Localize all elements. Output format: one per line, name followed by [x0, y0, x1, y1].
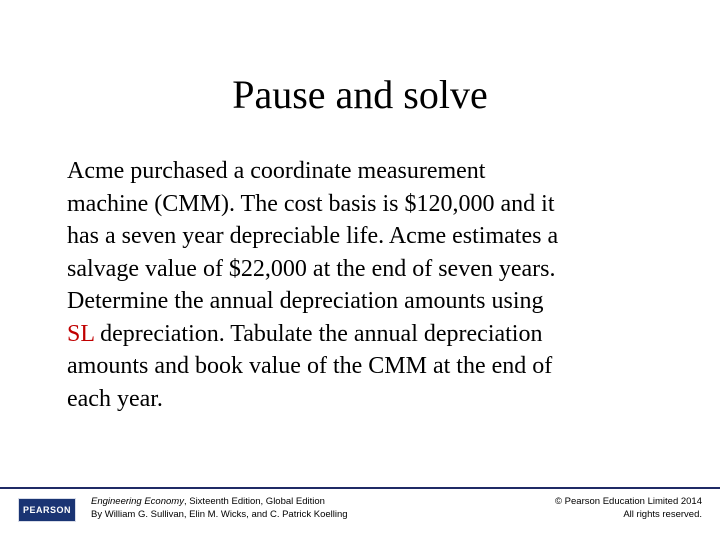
footer-authors: By William G. Sullivan, Elin M. Wicks, and C. Patrick Koelling — [91, 509, 348, 520]
footer-copyright-line: © Pearson Education Limited 2014 — [555, 496, 702, 507]
footer-book-title: Engineering Economy — [91, 496, 184, 507]
body-line-1: Acme purchased a coordinate measurement — [67, 158, 486, 184]
body-line-5: Determine the annual depreciation amounts using — [67, 288, 544, 314]
pearson-logo: PEARSON — [18, 498, 76, 522]
footer-book-line — [91, 495, 348, 508]
sl-highlight: SL — [67, 320, 95, 347]
body-line-6-rest: depreciation. Tabulate the annual depreciation — [94, 320, 543, 347]
body-line-8: each year. — [67, 385, 163, 412]
body-line-3: has a seven year depreciable life. Acme estimates a — [67, 223, 559, 249]
footer-book-edition: , Sixteenth Edition, Global Edition — [183, 496, 325, 507]
footer-book-info — [91, 495, 348, 521]
body-line-4: salvage value of $22,000 at the end of seven years. — [67, 255, 556, 282]
footer-rights-line: All rights reserved. — [623, 509, 702, 520]
body-line-6 — [67, 318, 677, 351]
body-line-2: machine (CMM). The cost basis is $120,000 and it — [67, 190, 555, 217]
body-line-7: amounts and book value of the CMM at the end of — [67, 353, 553, 379]
footer-divider — [0, 487, 720, 489]
slide-body — [67, 155, 677, 415]
slide-title: Pause and solve — [232, 72, 488, 117]
footer-copyright — [555, 495, 702, 521]
